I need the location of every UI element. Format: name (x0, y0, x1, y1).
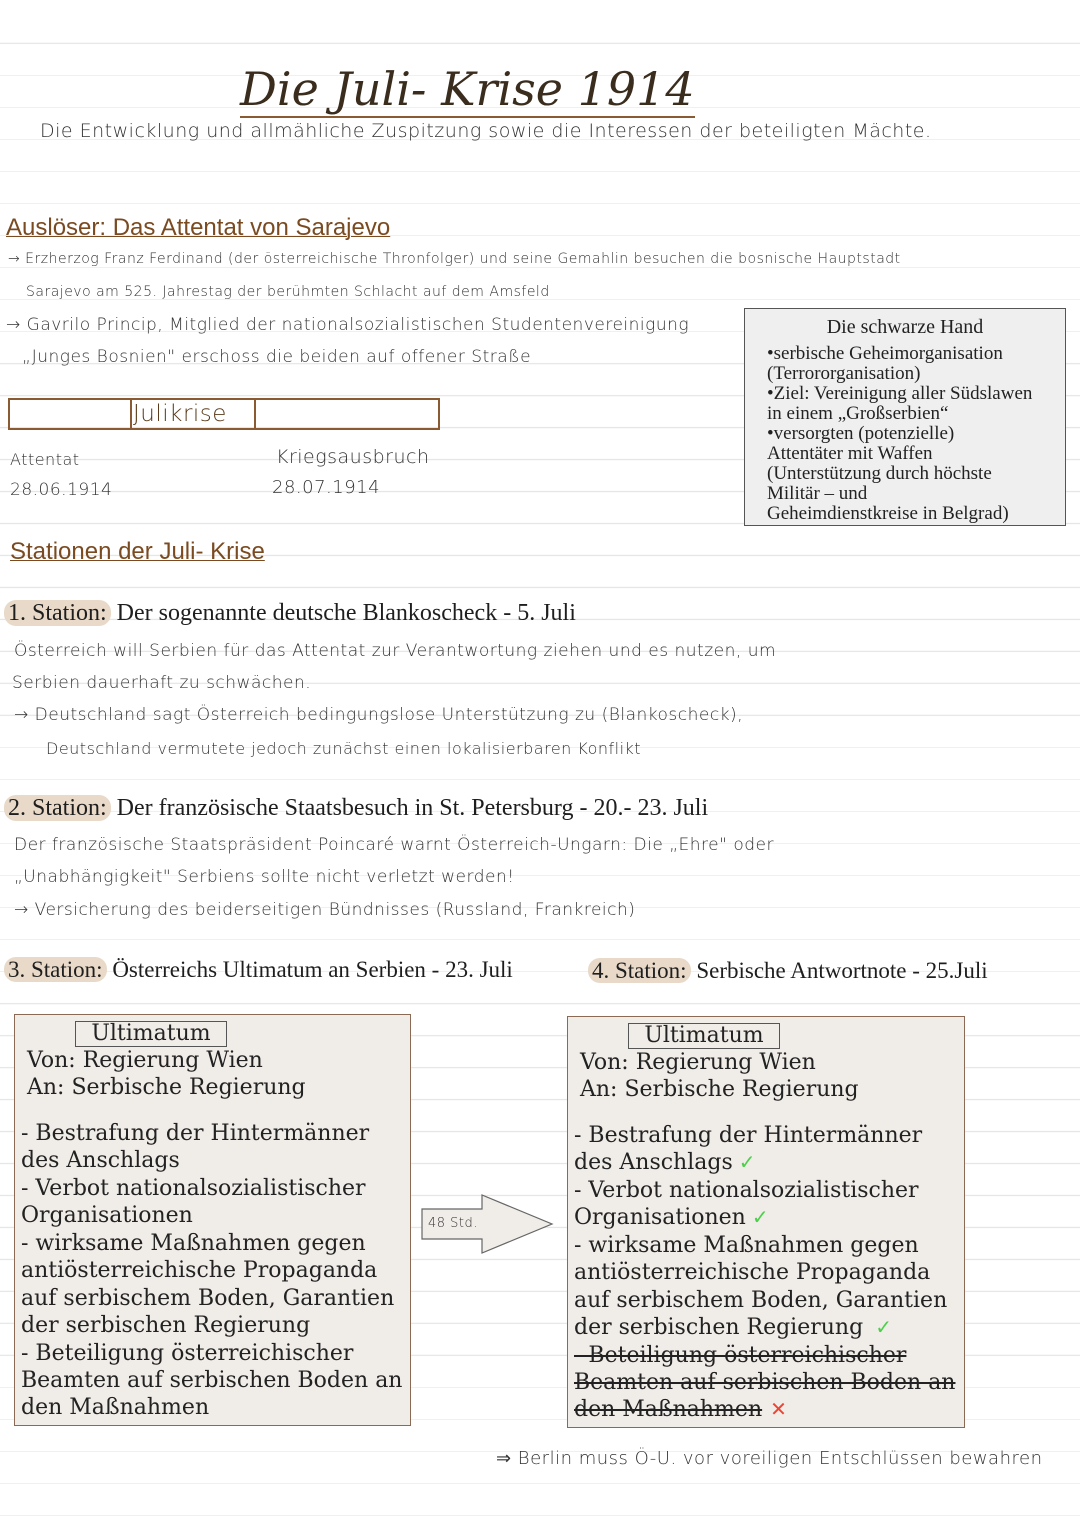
station-4-heading (588, 958, 988, 984)
arrow-label: 48 Std. (428, 1216, 478, 1231)
station-2-line-3: → Versicherung des beiderseitigen Bündnisses (Russland, Frankreich) (14, 900, 636, 920)
timeline-label: Julikrise (133, 401, 227, 427)
ultimatum-line: - wirksame Maßnahmen gegen (21, 1231, 366, 1256)
station-1-text: Der sogenannte deutsche Blankoscheck - 5. Juli (110, 600, 576, 626)
station-1-label: 1. Station: (4, 600, 111, 626)
black-hand-line: in einem „Großserbien“ (767, 403, 949, 424)
timeline-end-label: Kriegsausbruch (276, 446, 430, 468)
trigger-line-1: → Erzherzog Franz Ferdinand (der österreichische Thronfolger) und seine Gemahlin besuchen die bosnische Hauptstadt (8, 251, 901, 267)
ultimatum-box (14, 1014, 411, 1426)
ultimatum-line: - Verbot nationalsozialistischer (21, 1176, 366, 1201)
black-hand-line: Attentäter mit Waffen (767, 443, 933, 464)
answer-to: An: Serbische Regierung (580, 1077, 859, 1102)
answer-line-rejected: - Beteiligung österreichischer (574, 1343, 907, 1368)
page-title: Die Juli- Krise 1914 (240, 62, 695, 116)
black-hand-box (744, 308, 1066, 526)
answer-line: auf serbischem Boden, Garantien (574, 1288, 948, 1313)
answer-line-rejected: den Maßnahmen ✕ (574, 1397, 787, 1422)
trigger-line-3: → Gavrilo Princip, Mitglied der nationalsozialistischen Studentenvereinigung (6, 315, 690, 335)
check-icon: ✓ (751, 1205, 769, 1229)
answer-line: - Verbot nationalsozialistischer (574, 1178, 919, 1203)
station-2-line-2: „Unabhängigkeit" Serbiens sollte nicht verletzt werden! (14, 867, 515, 887)
black-hand-line: •Ziel: Vereinigung aller Südslawen (767, 383, 1033, 404)
answer-box (567, 1016, 965, 1428)
black-hand-line: •versorgten (potenzielle) (767, 423, 955, 444)
trigger-heading: Auslöser: Das Attentat von Sarajevo (6, 214, 391, 241)
ultimatum-line: Organisationen (21, 1203, 193, 1228)
station-3-label: 3. Station: (4, 957, 107, 982)
station-2-label: 2. Station: (4, 795, 111, 821)
timeline-end-date: 28.07.1914 (272, 477, 381, 498)
answer-line: der serbischen Regierung ✓ (574, 1315, 892, 1340)
trigger-line-2: Sarajevo am 525. Jahrestag der berühmten Schlacht auf dem Amsfeld (26, 284, 550, 300)
check-icon: ✓ (738, 1150, 756, 1174)
ultimatum-from: Von: Regierung Wien (27, 1048, 263, 1073)
station-1-line-3: → Deutschland sagt Österreich bedingungslose Unterstützung zu (Blankoscheck), (14, 705, 744, 725)
ultimatum-line: Beamten auf serbischen Boden an (21, 1368, 403, 1393)
ultimatum-line: - Beteiligung österreichischer (21, 1341, 354, 1366)
ultimatum-line: des Anschlags (21, 1148, 180, 1173)
station-2-heading (4, 795, 708, 822)
answer-line: - Bestrafung der Hintermänner (574, 1123, 923, 1148)
ultimatum-line: den Maßnahmen (21, 1395, 210, 1420)
answer-line: Organisationen ✓ (574, 1205, 769, 1230)
answer-line: des Anschlags ✓ (574, 1150, 756, 1175)
answer-from: Von: Regierung Wien (580, 1050, 816, 1075)
ultimatum-line: - Bestrafung der Hintermänner (21, 1121, 370, 1146)
check-icon: ✓ (875, 1315, 892, 1339)
answer-line-rejected: Beamten auf serbischen Boden an (574, 1370, 956, 1395)
black-hand-line: (Terrororganisation) (767, 363, 921, 384)
timeline-start-date: 28.06.1914 (10, 480, 113, 500)
answer-line: - wirksame Maßnahmen gegen (574, 1233, 919, 1258)
cross-icon: ✕ (770, 1397, 787, 1421)
stations-heading: Stationen der Juli- Krise (10, 538, 265, 565)
ultimatum-line: antiösterreichische Propaganda (21, 1258, 378, 1283)
black-hand-title: Die schwarze Hand (826, 316, 984, 338)
ultimatum-head: Ultimatum (75, 1021, 227, 1047)
station-2-text: Der französische Staatsbesuch in St. Petersburg - 20.- 23. Juli (110, 795, 709, 821)
station-4-label: 4. Station: (588, 958, 691, 983)
station-2-line-1: Der französische Staatspräsident Poincaré warnt Österreich-Ungarn: Die „Ehre" oder (14, 835, 774, 855)
black-hand-line: Militär – und (767, 483, 868, 504)
answer-head: Ultimatum (628, 1023, 780, 1049)
timeline-start-label: Attentat (10, 450, 80, 469)
black-hand-line: •serbische Geheimorganisation (767, 343, 1003, 364)
station-3-text: Österreichs Ultimatum an Serbien - 23. Juli (106, 957, 513, 982)
ultimatum-line: auf serbischem Boden, Garantien (21, 1286, 395, 1311)
ultimatum-to: An: Serbische Regierung (27, 1075, 306, 1100)
ultimatum-line: der serbischen Regierung (21, 1313, 311, 1338)
page-subtitle: Die Entwicklung und allmähliche Zuspitzung sowie die Interessen der beteiligten Mächte. (40, 120, 932, 142)
station-1-heading (4, 600, 576, 627)
station-1-line-1: Österreich will Serbien für das Attentat zur Verantwortung ziehen und es nutzen, um (14, 641, 777, 661)
trigger-line-4: „Junges Bosnien" erschoss die beiden auf offener Straße (22, 347, 532, 367)
station-4-text: Serbische Antwortnote - 25.Juli (690, 958, 988, 983)
station-3-heading (4, 957, 513, 983)
station-1-line-4: Deutschland vermutete jedoch zunächst einen lokalisierbaren Konflikt (46, 739, 642, 758)
answer-line: antiösterreichische Propaganda (574, 1260, 931, 1285)
conclusion: ⇒ Berlin muss Ö-U. vor voreiligen Entschlüssen bewahren (496, 1448, 1043, 1469)
station-1-line-2: Serbien dauerhaft zu schwächen. (12, 673, 312, 693)
black-hand-line: (Unterstützung durch höchste (767, 463, 992, 484)
black-hand-line: Geheimdienstkreise in Belgrad) (767, 503, 1009, 524)
